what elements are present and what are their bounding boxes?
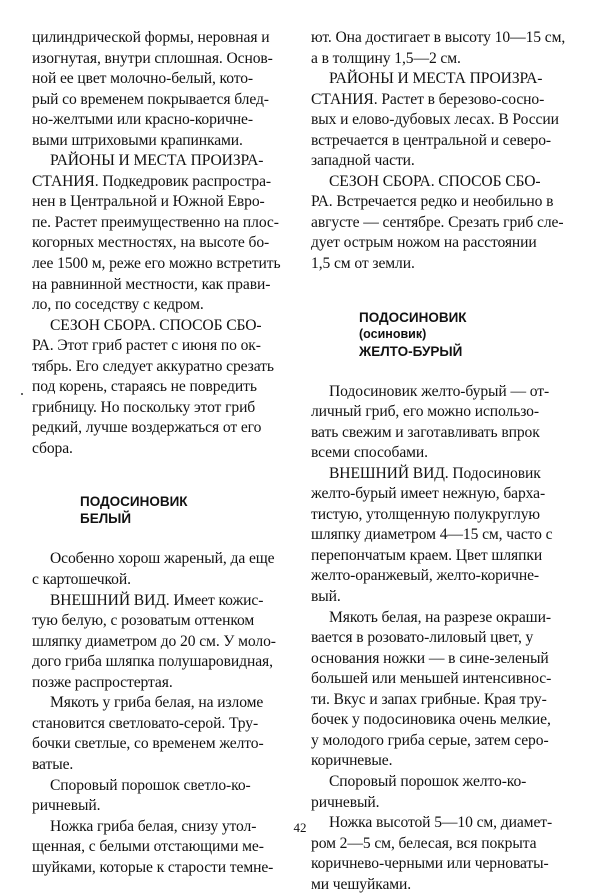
text-line: становится светловато-серой. Тру-	[32, 714, 259, 732]
text-line: желто-бурый имеет нежную, барха-	[311, 485, 546, 503]
text-line: всеми способами.	[311, 444, 428, 462]
text-line: тую белую, с розоватым оттенком	[32, 612, 255, 630]
text-line: Споровый порошок светло-ко-	[50, 776, 251, 794]
paragraph-intro	[311, 382, 571, 464]
text-line: августе — сентябре. Срезать гриб сле-	[311, 213, 564, 231]
paragraph-season	[311, 172, 571, 275]
text-line: тябрь. Его следует аккуратно срезать	[32, 357, 274, 375]
scan-speck	[21, 393, 23, 395]
section-heading-yellow-brown	[311, 309, 571, 360]
text-line: ричневый.	[32, 797, 101, 815]
text-line: щенная, с белыми отстающими ме-	[32, 838, 264, 856]
text-line: сбора.	[32, 439, 73, 457]
text-line: шляпку диаметром 4—15 см, часто с	[311, 526, 553, 544]
text-line: РА. Этот гриб растет с июня по ок-	[32, 337, 261, 355]
text-line: бочек у подосиновика очень мелкие,	[311, 711, 551, 729]
text-line: СТАНИЯ. Растет в березово-сосно-	[311, 90, 545, 108]
text-line: вый.	[311, 588, 341, 606]
text-line: 1,5 см от земли.	[311, 255, 415, 273]
text-line: редкий, лучше воздержаться от его	[32, 419, 262, 437]
text-line: СЕЗОН СБОРА. СПОСОБ СБО-	[50, 316, 262, 334]
text-line: ром 2—5 см, белесая, вся покрыта	[311, 834, 537, 852]
text-line: Ножка высотой 5—10 см, диамет-	[329, 814, 553, 832]
text-line: коричневые.	[311, 752, 393, 770]
heading-line: ЖЕЛТО-БУРЫЙ	[359, 343, 463, 359]
text-line: коричнево-черными или черноваты-	[311, 855, 549, 873]
text-line: Особенно хорош жареный, да еще	[50, 550, 275, 568]
page-number: 42	[293, 820, 307, 835]
heading-line: ПОДОСИНОВИК	[80, 494, 188, 510]
text-line: ватые.	[32, 755, 74, 773]
paragraph	[32, 28, 294, 151]
section-heading-white	[32, 493, 294, 527]
paragraph-habitat	[311, 69, 571, 172]
heading-line: (осиновик)	[359, 326, 427, 341]
text-line: встречается в центральной и северо-	[311, 131, 551, 149]
text-line: бочки светлые, со временем желто-	[32, 735, 264, 753]
paragraph-flesh	[311, 608, 571, 772]
text-line: ВНЕШНИЙ ВИД. Подосиновик	[329, 464, 541, 482]
text-line: выми штриховыми крапинками.	[32, 131, 243, 149]
text-line: ной ее цвет молочно-белый, кото-	[32, 70, 254, 88]
text-line: основания ножки — в сине-зеленый	[311, 649, 549, 667]
text-line: цилиндрической формы, неровная и	[32, 29, 270, 46]
paragraph-season	[32, 316, 294, 460]
text-line: РА. Встречается редко и необильно в	[311, 193, 554, 211]
text-line: вать свежим и заготавливать впрок	[311, 423, 540, 441]
heading-line: БЕЛЫЙ	[80, 511, 132, 527]
text-line: западной части.	[311, 152, 415, 170]
left-column	[32, 28, 294, 878]
text-line: большей или меньшей интенсивнос-	[311, 670, 552, 688]
text-line: с картошечкой.	[32, 571, 131, 589]
paragraph-appearance	[311, 464, 571, 608]
text-line: но-желтыми или красно-коричне-	[32, 111, 253, 129]
text-line: Мякоть у гриба белая, на изломе	[50, 694, 264, 712]
text-line: ти. Вкус и запах грибные. Края тру-	[311, 690, 547, 708]
paragraph-spore	[311, 772, 571, 813]
text-line: Ножка гриба белая, снизу утол-	[50, 817, 257, 835]
right-column	[311, 28, 571, 895]
text-line: рый со временем покрывается блед-	[32, 90, 269, 108]
text-line: перепончатым краем. Цвет шляпки	[311, 546, 543, 564]
text-line: грибницу. Но поскольку этот гриб	[32, 398, 256, 416]
text-line: Споровый порошок желто-ко-	[329, 772, 527, 790]
heading-line: ПОДОСИНОВИК	[359, 309, 467, 325]
text-line: ют. Она достигает в высоту 10—15 см,	[311, 29, 566, 46]
text-line: ло, по соседству с кедром.	[32, 296, 204, 314]
text-line: вых и елово-дубовых лесах. В России	[311, 111, 559, 129]
text-line: РАЙОНЫ И МЕСТА ПРОИЗРА-	[50, 152, 264, 170]
text-line: ми чешуйками.	[311, 875, 412, 893]
text-line: вается в розовато-лиловый цвет, у	[311, 629, 534, 647]
paragraph-appearance	[32, 591, 294, 694]
text-line: пе. Растет преимущественно на плос-	[32, 213, 279, 231]
text-line: на равнинной местности, как прави-	[32, 275, 271, 293]
text-line: дует острым ножом на расстоянии	[311, 234, 537, 252]
paragraph	[311, 28, 571, 69]
text-line: личный гриб, его можно использо-	[311, 403, 539, 421]
text-line: ВНЕШНИЙ ВИД. Имеет кожис-	[50, 591, 264, 609]
text-line: желто-оранжевый, желто-коричне-	[311, 567, 539, 585]
text-line: лее 1500 м, реже его можно встретить	[32, 255, 281, 273]
text-line: изогнутая, внутри сплошная. Основ-	[32, 49, 273, 67]
paragraph-spore	[32, 776, 294, 817]
text-line: шуйками, которые к старости темне-	[32, 858, 274, 876]
text-line: тистую, утолщенную полукруглую	[311, 505, 540, 523]
text-line: под корень, стараясь не повредить	[32, 378, 257, 396]
text-line: нен в Центральной и Южной Евро-	[32, 193, 265, 211]
text-line: ричневый.	[311, 793, 380, 811]
text-line: у молодого гриба серые, затем серо-	[311, 731, 549, 749]
paragraph-intro	[32, 549, 294, 590]
text-line: Подосиновик желто-бурый — от-	[329, 382, 550, 400]
text-line: СТАНИЯ. Подкедровик распростра-	[32, 172, 271, 190]
text-line: а в толщину 1,5—2 см.	[311, 49, 461, 67]
text-line: шляпку диаметром до 20 см. У моло-	[32, 632, 276, 650]
text-line: Мякоть белая, на разрезе окраши-	[329, 608, 551, 626]
text-line: позже распростертая.	[32, 673, 173, 691]
paragraph-habitat	[32, 151, 294, 315]
paragraph-flesh	[32, 693, 294, 775]
text-line: дого гриба шляпка полушаровидная,	[32, 653, 273, 671]
text-line: РАЙОНЫ И МЕСТА ПРОИЗРА-	[329, 70, 543, 88]
text-line: когорных местностях, на высоте бо-	[32, 234, 270, 252]
text-line: СЕЗОН СБОРА. СПОСОБ СБО-	[329, 172, 541, 190]
